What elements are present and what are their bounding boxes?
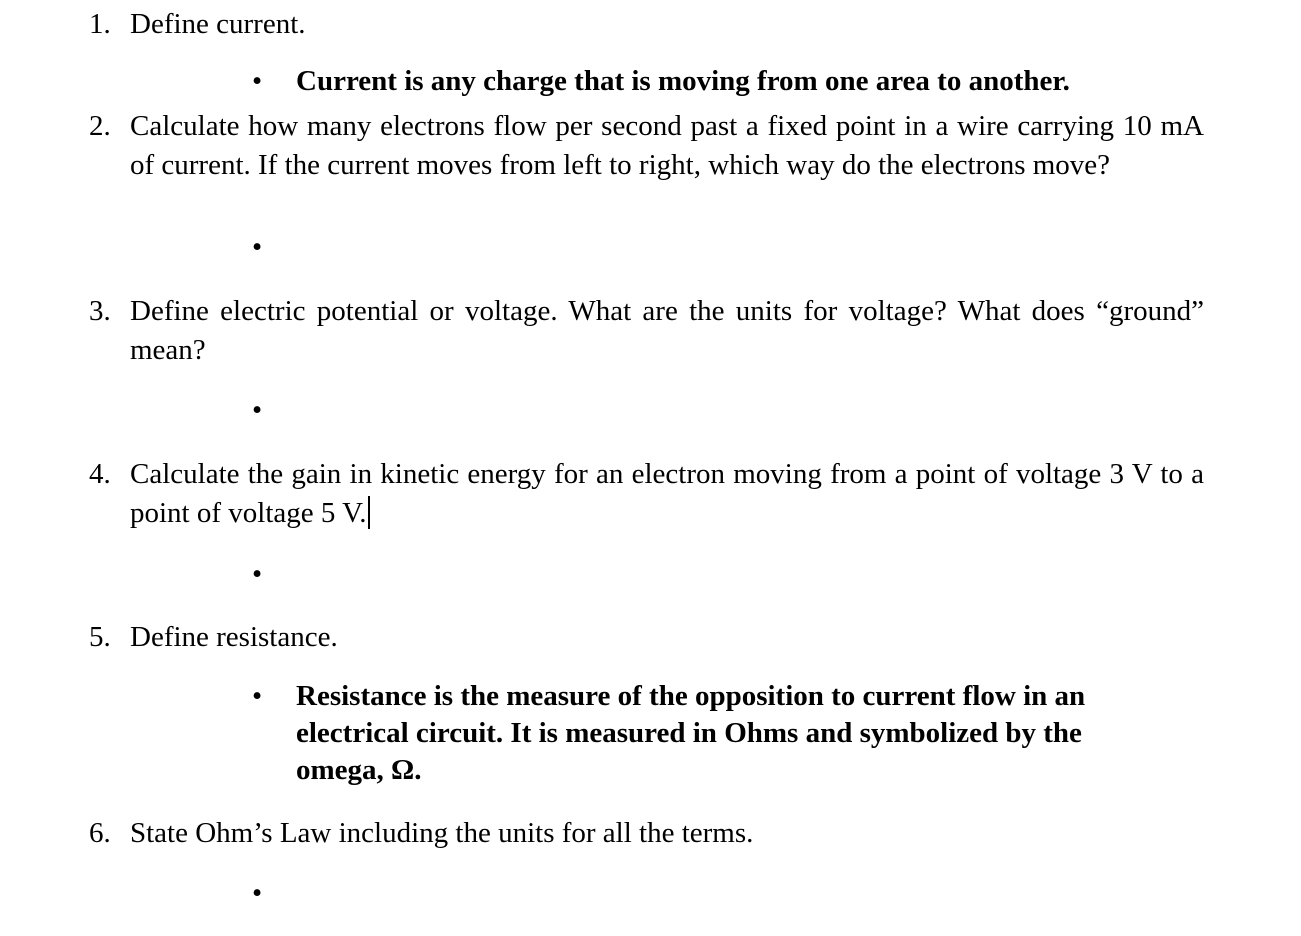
bullet-3: •: [252, 394, 263, 426]
question-number: 1.: [89, 8, 111, 40]
answer-5[interactable]: [296, 678, 1085, 789]
answer-line: Resistance is the measure of the opposition to current flow in an: [296, 680, 1086, 712]
question-number: 6.: [89, 817, 111, 849]
question-text: Calculate how many electrons flow per second past a fixed point in a wire carrying 10 mA of current. If the current moves from left to right, which way do the electrons move?: [130, 110, 1204, 181]
question-text[interactable]: [130, 455, 1204, 533]
bullet-2: •: [252, 231, 263, 263]
bullet-5: •: [252, 680, 263, 712]
answer-line: Current is any charge that is moving from one area to another.: [296, 65, 1070, 97]
question-number: 3.: [89, 295, 111, 327]
text-cursor: [368, 496, 370, 529]
bullet-6: •: [252, 877, 263, 909]
bullet-4: •: [252, 558, 263, 590]
answer-line: electrical circuit. It is measured in Ohms and symbolized by the: [296, 717, 1082, 749]
question-number: 4.: [89, 458, 111, 490]
answer-line: omega, Ω.: [296, 754, 422, 786]
question-text: Define current.: [130, 8, 306, 40]
question-number: 5.: [89, 621, 111, 653]
question-text-content: Calculate the gain in kinetic energy for an electron moving from a point of voltage 3 V to a point of voltage 5 V.: [130, 458, 1204, 529]
question-text: State Ohm’s Law including the units for all the terms.: [130, 817, 754, 849]
question-number: 2.: [89, 110, 111, 142]
answer-1[interactable]: [296, 63, 1070, 100]
bullet-1: •: [252, 65, 263, 97]
question-text: Define electric potential or voltage. What are the units for voltage? What does “ground” mean?: [130, 295, 1204, 366]
question-text: Define resistance.: [130, 621, 338, 653]
